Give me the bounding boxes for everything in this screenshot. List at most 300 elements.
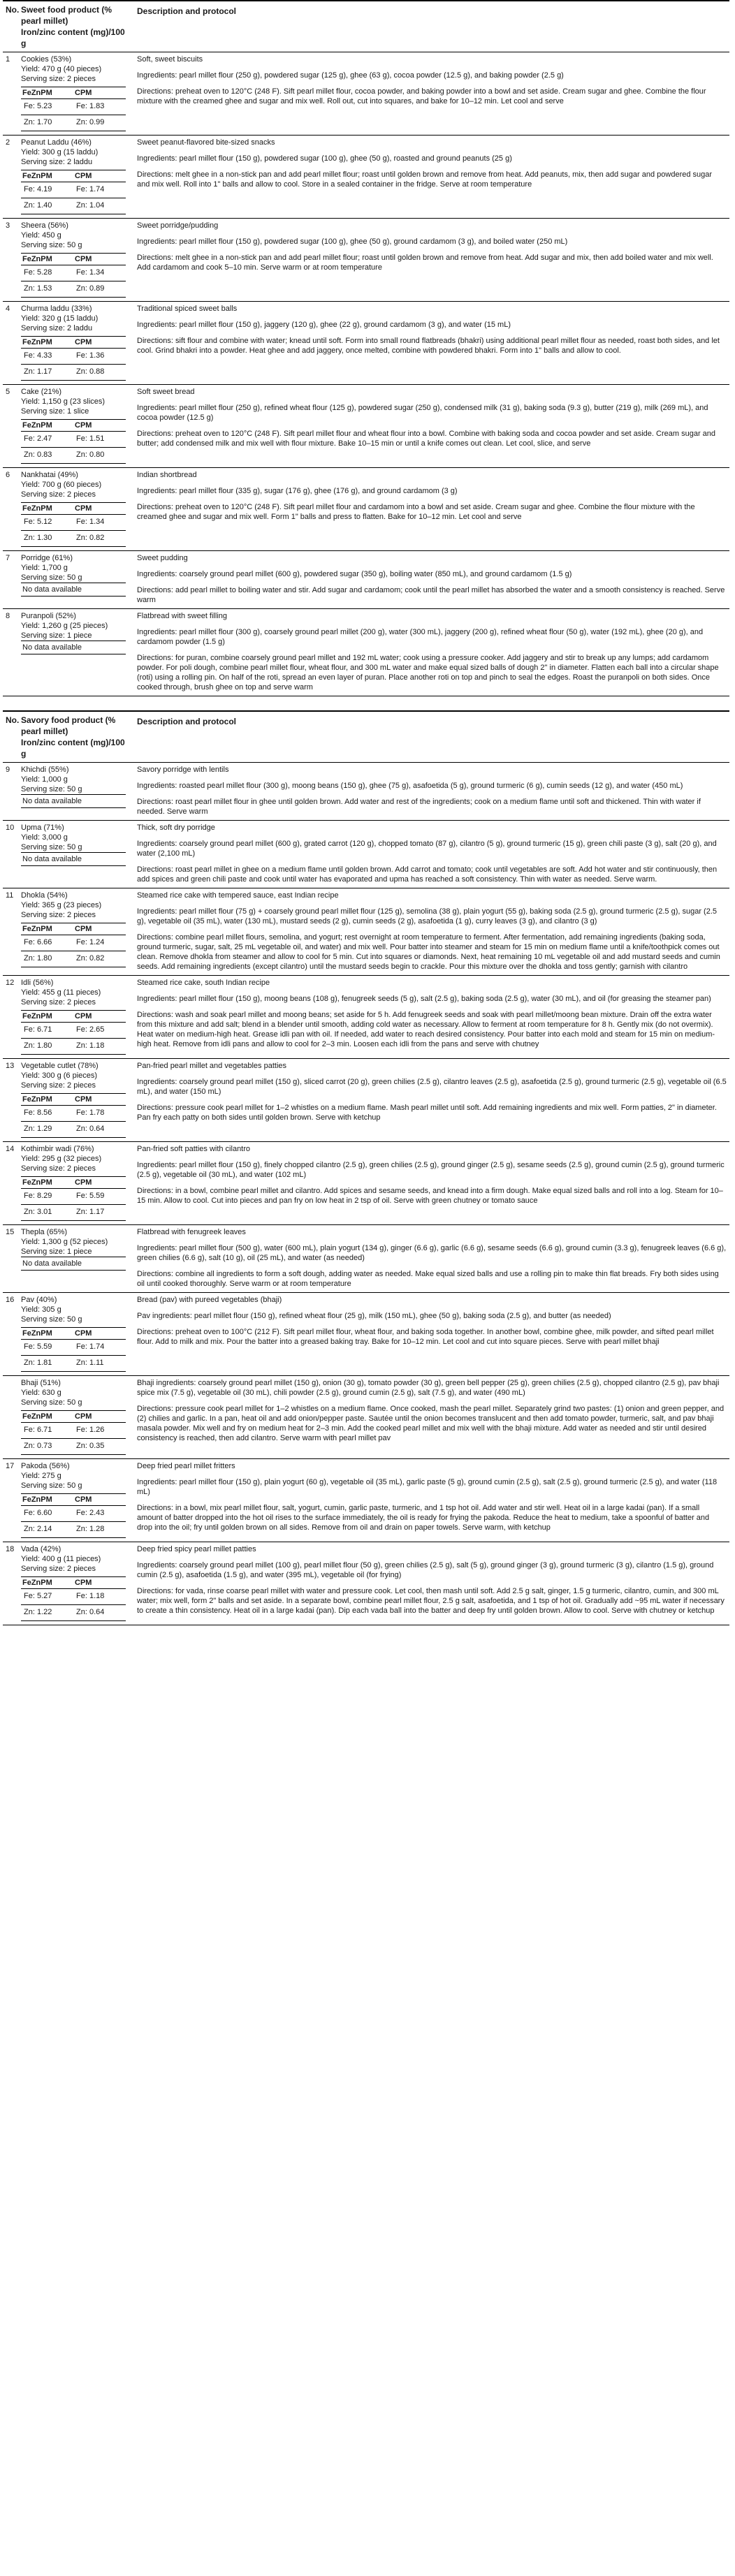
zinc-fez: Zn: 1.30 <box>21 531 73 547</box>
nutrient-col-cpm: CPM <box>73 1577 126 1589</box>
recipe-paragraph: Ingredients: roasted pearl millet flour (300 g), moong beans (150 g), ghee (75 g), asafoetida (5 g), ground turmeric (6 g), cumin seeds (12 g), and water (450 mL) <box>137 782 683 790</box>
recipe-row <box>3 1225 729 1293</box>
nutrient-col-cpm: CPM <box>73 420 126 432</box>
recipe-title: Flatbread with fenugreek leaves <box>137 1228 246 1236</box>
recipe-paragraph: Directions: add pearl millet to boiling water and stir. Add sugar and cardamom; cook until the pearl millet has absorbed the water and a smooth consistency is reached. Serve warm <box>137 586 725 604</box>
recipe-name: Vada (42%) <box>21 1545 61 1553</box>
recipe-paragraph: Pav ingredients: pearl millet flour (150 g), refined wheat flour (25 g), milk (150 mL), ghee (50 g), baking soda (2.5 g), and butter (as needed) <box>137 1312 611 1320</box>
recipe-meta <box>18 821 134 888</box>
recipe-row <box>3 136 729 219</box>
nutrient-table <box>21 1493 126 1538</box>
zinc-cpm: Zn: 1.11 <box>73 1356 126 1372</box>
zinc-cpm: Zn: 0.99 <box>73 115 126 131</box>
recipe-number: 2 <box>3 136 18 219</box>
recipe-description <box>134 1059 729 1142</box>
recipe-number: 17 <box>3 1459 18 1542</box>
recipe-row <box>3 1142 729 1225</box>
nutrient-col-fezn: FeZnPM <box>21 1094 73 1106</box>
recipe-paragraph: Directions: preheat oven to 100°C (212 F). Sift pearl millet flour, wheat flour, and baking soda together. In another bowl, combine ghee, milk powder, and sifted pearl millet flour. Add to milk and mix. Pour the batter into a greased baking tray. Bake for 10–12 min. Let cool and cut into square pieces. Serve with pearl millet bhaji <box>137 1328 714 1346</box>
nutrient-col-fezn: FeZnPM <box>21 1011 73 1023</box>
recipe-title: Indian shortbread <box>137 471 197 479</box>
zinc-cpm: Zn: 0.80 <box>73 448 126 464</box>
recipe-description <box>134 821 729 888</box>
recipe-paragraph: Directions: combine pearl millet flours, semolina, and yogurt; rest overnight at room temperature to ferment. After fermentation, add remaining ingredients (baking soda, ground turmeric, sugar, salt, 25 mL vegetable oil, and water) and mix well. Pour batter into steamer and steam for 15 min on medium flame until a knife/toothpick comes out clean. Remove dhokla from steamer and allow to cool for 5 min. Cut into squares or diamonds. Next, heat remaining 10 mL vegetable oil and add mustard seeds and cumin seeds. Add remaining ingredients (except cilantro) until the mustard seeds begin to crackle. Pour this mixture over the dhokla and toss gently; garnish with cilantro <box>137 933 720 971</box>
recipe-name: Bhaji (51%) <box>21 1379 61 1387</box>
recipe-row <box>3 976 729 1059</box>
zinc-cpm: Zn: 0.35 <box>73 1439 126 1455</box>
recipe-meta <box>18 136 134 219</box>
recipe-serving: Serving size: 1 piece <box>21 1247 92 1256</box>
col-header-product <box>18 1 134 52</box>
recipe-yield: Yield: 300 g (6 pieces) <box>21 1071 98 1080</box>
recipe-number: 8 <box>3 609 18 696</box>
nutrient-col-cpm: CPM <box>73 503 126 515</box>
nutrient-col-cpm: CPM <box>73 337 126 349</box>
recipe-paragraph: Ingredients: pearl millet flour (150 g), plain yogurt (60 g), vegetable oil (35 mL), garlic paste (5 g), ground cumin (2.5 g), salt (2.5 g), ground turmeric (2.5 g), and water (118 mL) <box>137 1478 718 1496</box>
recipe-yield: Yield: 3,000 g <box>21 833 68 842</box>
recipe-title: Sweet pudding <box>137 554 188 562</box>
col-header-no: No. <box>3 1 18 52</box>
section-gap-cell <box>3 696 729 712</box>
recipe-paragraph: Directions: pressure cook pearl millet for 1–2 whistles on a medium flame. Once cooked, mash the pearl millet. Separately grind two pastes: (1) onion and green pepper, and (2) chilies and garlic. In a pan, heat oil and add onion/pepper paste. Sautée until the onion becomes translucent and then add tomato powder, turmeric, salt, and pav bhaji masala powder. Mix well and fry on medium heat for 2–3 min. Add the cooked pearl millet and mix well with the bhaji mixture. Add water as needed and stir until desired consistency is reached, then add cilantro. Serve warm with pearl millet pav <box>137 1405 725 1442</box>
recipe-number: 7 <box>3 551 18 609</box>
recipe-serving: Serving size: 2 laddu <box>21 324 93 332</box>
recipe-row <box>3 763 729 821</box>
recipe-paragraph: Directions: for vada, rinse coarse pearl millet with water and pressure cook. Let cool, then mash until soft. Add 2.5 g salt, ginger, 1.5 g turmeric, cilantro, cumin, and 300 mL water; mix well, form 2" balls and set aside. In a separate bowl, combine pearl millet flour, 2.5 g salt, asafoetida, and 1 tsp of hot oil. Gradually add ~95 mL water if necessary to create a thin consistency. Heat oil in a large kadai (pan). Dip each vada ball into the batter and deep fry until golden brown. Allow to cool. Serve with chutney or ketchup <box>137 1587 725 1615</box>
recipe-row <box>3 1376 729 1459</box>
recipe-meta <box>18 302 134 385</box>
recipe-row <box>3 821 729 888</box>
recipe-number: 12 <box>3 976 18 1059</box>
savory-header-row <box>3 711 729 763</box>
recipe-number: 14 <box>3 1142 18 1225</box>
recipe-yield: Yield: 455 g (11 pieces) <box>21 988 101 997</box>
nutrient-table <box>21 170 126 214</box>
iron-cpm: Fe: 1.26 <box>73 1423 126 1439</box>
iron-fez: Fe: 8.29 <box>21 1189 73 1205</box>
recipe-serving: Serving size: 2 pieces <box>21 911 96 919</box>
recipe-number: 16 <box>3 1293 18 1376</box>
recipe-row <box>3 1459 729 1542</box>
iron-cpm: Fe: 1.74 <box>73 1340 126 1356</box>
zinc-fez: Zn: 0.73 <box>21 1439 73 1455</box>
recipe-serving: Serving size: 50 g <box>21 843 82 851</box>
nutrient-col-fezn: FeZnPM <box>21 420 73 432</box>
recipe-title: Sweet peanut-flavored bite-sized snacks <box>137 138 275 147</box>
zinc-fez: Zn: 1.29 <box>21 1122 73 1138</box>
iron-cpm: Fe: 2.65 <box>73 1023 126 1039</box>
zinc-cpm: Zn: 1.04 <box>73 198 126 214</box>
nutrient-table <box>21 502 126 547</box>
nutrient-col-fezn: FeZnPM <box>21 1177 73 1189</box>
nutrient-col-cpm: CPM <box>73 1094 126 1106</box>
recipe-number: 13 <box>3 1059 18 1142</box>
recipe-serving: Serving size: 2 pieces <box>21 1565 96 1573</box>
recipe-number: 10 <box>3 821 18 888</box>
recipe-yield: Yield: 1,000 g <box>21 775 68 784</box>
nutrient-col-cpm: CPM <box>73 923 126 935</box>
iron-fez: Fe: 6.60 <box>21 1506 73 1522</box>
recipe-row <box>3 52 729 136</box>
recipe-title: Pan-fried pearl millet and vegetables patties <box>137 1062 287 1070</box>
nutrient-col-fezn: FeZnPM <box>21 254 73 265</box>
recipe-description <box>134 468 729 551</box>
recipe-meta <box>18 1542 134 1625</box>
zinc-cpm: Zn: 0.64 <box>73 1605 126 1621</box>
zinc-fez: Zn: 1.80 <box>21 1039 73 1055</box>
recipe-description <box>134 1293 729 1376</box>
recipe-title: Deep fried spicy pearl millet patties <box>137 1545 256 1553</box>
nutrient-table <box>21 87 126 131</box>
recipe-paragraph: Directions: for puran, combine coarsely ground pearl millet and 192 mL water; cook using a pressure cooker. Add jaggery and stir to break up any lumps; add cardamom powder. For poli dough, combine pearl millet flour, wheat flour, and 300 mL water and make equal sized balls of dough 2" in diameter. Flatten each ball into a circular shape (roti) using a rolling pin. On half of the roti, spread an even layer of puran. Place another roti on top and pinch to seal the edges. Roast the puranpoli on both sides. Once cooked through, brush ghee on top and serve warm <box>137 654 719 691</box>
recipe-paragraph: Directions: wash and soak pearl millet and moong beans; set aside for 5 h. Add fenugreek seeds and soak with pearl millet/moong bean mixture. Drain off the extra water from this mixture and add salt; blend in a blender until smooth, adding cold water as necessary. Allow to ferment at room temperature for 8 h. Gently mix (do not overmix). Heat water on medium-high heat. Grease idli pan with oil. If needed, add water to reach desired consistency. Pour batter into each mold and steam for 15 min on medium-high heat. Remove from idli pans and allow to cool for 2–3 min. Loosen each idli from the pans and serve with chutney <box>137 1011 715 1048</box>
col-header-iron-zinc: Iron/zinc content (mg)/100 g <box>21 738 125 759</box>
recipe-serving: Serving size: 50 g <box>21 1315 82 1324</box>
iron-fez: Fe: 5.27 <box>21 1589 73 1605</box>
zinc-cpm: Zn: 0.88 <box>73 365 126 381</box>
recipe-description <box>134 219 729 302</box>
recipe-yield: Yield: 305 g <box>21 1305 61 1314</box>
recipe-meta <box>18 52 134 136</box>
nutrient-col-fezn: FeZnPM <box>21 87 73 99</box>
zinc-fez: Zn: 2.14 <box>21 1522 73 1538</box>
recipe-name: Nankhatai (49%) <box>21 471 78 479</box>
nutrient-col-cpm: CPM <box>73 1411 126 1423</box>
no-data-note: No data available <box>21 583 126 597</box>
recipe-paragraph: Ingredients: pearl millet flour (250 g), powdered sugar (125 g), ghee (63 g), cocoa powder (12.5 g), and baking powder (2.5 g) <box>137 71 564 80</box>
iron-cpm: Fe: 1.78 <box>73 1106 126 1122</box>
recipe-paragraph: Ingredients: coarsely ground pearl millet (600 g), powdered sugar (350 g), boiling water (850 mL), and ground cardamom (1.5 g) <box>137 570 572 578</box>
recipe-row <box>3 219 729 302</box>
zinc-fez: Zn: 1.22 <box>21 1605 73 1621</box>
recipe-title: Steamed rice cake with tempered sauce, east Indian recipe <box>137 891 339 900</box>
recipe-paragraph: Ingredients: pearl millet flour (250 g), refined wheat flour (125 g), powdered sugar (250 g), condensed milk (31 g), baking soda (9.3 g), butter (219 g), milk (269 mL), and cocoa powder (12.5 g) <box>137 404 708 422</box>
recipe-row <box>3 468 729 551</box>
recipe-row <box>3 385 729 468</box>
no-data-note: No data available <box>21 852 126 866</box>
iron-cpm: Fe: 1.18 <box>73 1589 126 1605</box>
nutrient-col-cpm: CPM <box>73 1177 126 1189</box>
iron-fez: Fe: 4.19 <box>21 182 73 198</box>
col-header-product-label: Sweet food product (% pearl millet) <box>21 5 112 26</box>
nutrient-table <box>21 1176 126 1221</box>
recipe-name: Pakoda (56%) <box>21 1462 70 1470</box>
recipe-yield: Yield: 470 g (40 pieces) <box>21 65 102 73</box>
recipe-name: Cake (21%) <box>21 388 62 396</box>
recipe-meta <box>18 468 134 551</box>
recipe-title: Deep fried pearl millet fritters <box>137 1462 235 1470</box>
recipe-name: Khichdi (55%) <box>21 766 69 774</box>
recipe-paragraph: Ingredients: pearl millet flour (150 g), powdered sugar (100 g), ghee (50 g), ground cardamom (3 g), and boiled water (250 mL) <box>137 237 568 246</box>
recipe-serving: Serving size: 2 pieces <box>21 75 96 83</box>
no-data-note: No data available <box>21 641 126 654</box>
recipe-paragraph: Ingredients: coarsely ground pearl millet (600 g), grated carrot (120 g), chopped tomato (87 g), cilantro (5 g), ground turmeric (15 g), green chili paste (3 g), salt (20 g), and water (2,100 mL) <box>137 840 717 858</box>
recipe-name: Vegetable cutlet (78%) <box>21 1062 99 1070</box>
recipe-number: 18 <box>3 1542 18 1625</box>
recipe-meta <box>18 609 134 696</box>
recipe-meta <box>18 763 134 821</box>
recipe-serving: Serving size: 2 pieces <box>21 1164 96 1173</box>
nutrient-table <box>21 1327 126 1372</box>
iron-cpm: Fe: 1.83 <box>73 99 126 115</box>
recipe-title: Savory porridge with lentils <box>137 766 229 774</box>
nutrient-col-cpm: CPM <box>73 1328 126 1340</box>
nutrient-col-fezn: FeZnPM <box>21 923 73 935</box>
iron-cpm: Fe: 1.36 <box>73 349 126 365</box>
col-header-no: No. <box>3 711 18 763</box>
recipe-paragraph: Directions: sift flour and combine with water; knead until soft. Form into small round flatbreads (bhakri) using additional pearl millet flour as needed, roast both sides, and let cool. Grind bhakri into a powder. Heat ghee and add jaggery, once melted, combine with powdered bhakri. Form into 1" balls and allow to cool. <box>137 337 720 355</box>
recipe-yield: Yield: 400 g (11 pieces) <box>21 1555 101 1563</box>
recipe-name: Cookies (53%) <box>21 55 72 64</box>
zinc-fez: Zn: 1.40 <box>21 198 73 214</box>
nutrient-table <box>21 1410 126 1455</box>
zinc-fez: Zn: 1.70 <box>21 115 73 131</box>
sweet-header-row <box>3 1 729 52</box>
zinc-cpm: Zn: 0.64 <box>73 1122 126 1138</box>
recipe-meta <box>18 1459 134 1542</box>
recipe-description <box>134 976 729 1059</box>
recipe-meta <box>18 976 134 1059</box>
recipe-name: Sheera (56%) <box>21 221 68 230</box>
recipe-serving: Serving size: 50 g <box>21 573 82 582</box>
recipe-number: 5 <box>3 385 18 468</box>
recipe-name: Pav (40%) <box>21 1296 57 1304</box>
zinc-fez: Zn: 1.53 <box>21 281 73 298</box>
recipe-row <box>3 1293 729 1376</box>
recipe-name: Idli (56%) <box>21 979 54 987</box>
iron-fez: Fe: 6.71 <box>21 1023 73 1039</box>
recipe-row <box>3 302 729 385</box>
recipe-row <box>3 888 729 976</box>
recipe-title: Bread (pav) with pureed vegetables (bhaji) <box>137 1296 282 1304</box>
recipe-title: Pan-fried soft patties with cilantro <box>137 1145 251 1153</box>
recipe-name: Thepla (65%) <box>21 1228 68 1236</box>
recipe-serving: Serving size: 50 g <box>21 785 82 793</box>
recipe-serving: Serving size: 1 piece <box>21 631 92 640</box>
recipe-description <box>134 1459 729 1542</box>
recipe-paragraph: Directions: roast pearl millet in ghee on a medium flame until golden brown. Add carrot and tomato; cook until vegetables are soft. Add hot water and stir continuously, then add spices and green chili paste and cook until water has evaporated and upma has reached a soft consistency. Thin with water as needed. Serve warm. <box>137 865 718 884</box>
nutrient-col-cpm: CPM <box>73 87 126 99</box>
recipe-meta <box>18 1225 134 1293</box>
recipe-description <box>134 609 729 696</box>
nutrient-table <box>21 923 126 967</box>
recipe-serving: Serving size: 2 pieces <box>21 1081 96 1090</box>
recipe-paragraph: Ingredients: pearl millet flour (500 g), water (600 mL), plain yogurt (134 g), ginger (6.6 g), garlic (6.6 g), sesame seeds (6.6 g), ground cumin (3.3 g), fenugreek leaves (6.6 g), green chilies (6.6 g), salt (10 g), oil (25 mL), and water (as needed) <box>137 1244 727 1262</box>
nutrient-col-fezn: FeZnPM <box>21 1494 73 1506</box>
recipe-name: Porridge (61%) <box>21 554 73 562</box>
no-data-note: No data available <box>21 794 126 808</box>
iron-cpm: Fe: 2.43 <box>73 1506 126 1522</box>
recipe-paragraph: Directions: roast pearl millet flour in ghee until golden brown. Add water and rest of the ingredients; cook on a medium flame until soft and thickened. Thin with water if needed. Serve warm <box>137 798 701 816</box>
nutrient-table <box>21 1576 126 1621</box>
nutrient-col-cpm: CPM <box>73 170 126 182</box>
zinc-fez: Zn: 3.01 <box>21 1205 73 1221</box>
col-header-product <box>18 711 134 763</box>
recipe-row <box>3 1059 729 1142</box>
recipe-paragraph: Directions: melt ghee in a non-stick pan and add pearl millet flour; roast until golden brown and remove from heat. Add sugar and mix, then add boiled water and mix well. Add cardamom and cook 5–10 min. Serve warm or at room temperature <box>137 254 713 272</box>
recipe-paragraph: Ingredients: coarsely ground pearl millet (150 g), sliced carrot (20 g), green chilies (2.5 g), cilantro leaves (2.5 g), asafoetida (2.5 g), ground turmeric (2.5 g), vegetable oil (6.5 mL), and water (150 mL) <box>137 1078 727 1096</box>
recipe-yield: Yield: 1,260 g (25 pieces) <box>21 622 108 630</box>
recipe-name: Kothimbir wadi (76%) <box>21 1145 94 1153</box>
iron-fez: Fe: 6.66 <box>21 935 73 951</box>
nutrient-col-fezn: FeZnPM <box>21 1411 73 1423</box>
recipe-serving: Serving size: 2 pieces <box>21 998 96 1007</box>
recipe-description <box>134 385 729 468</box>
recipe-paragraph: Ingredients: coarsely ground pearl millet (100 g), pearl millet flour (50 g), green chilies (2.5 g), salt (5 g), ground ginger (3 g), ground turmeric (3 g), cilantro (1.5 g), ground cumin (2.5 g), asafoetida (1.5 g), and water (395 mL), vegetable oil (for frying) <box>137 1561 714 1579</box>
recipe-number: 11 <box>3 888 18 976</box>
nutrient-col-fezn: FeZnPM <box>21 1328 73 1340</box>
recipe-title: Steamed rice cake, south Indian recipe <box>137 979 270 987</box>
recipe-meta <box>18 1142 134 1225</box>
recipe-serving: Serving size: 1 slice <box>21 407 89 416</box>
recipe-row <box>3 1542 729 1625</box>
recipe-description <box>134 763 729 821</box>
recipe-title: Thick, soft dry porridge <box>137 824 215 832</box>
recipe-name: Dhokla (54%) <box>21 891 68 900</box>
recipe-serving: Serving size: 50 g <box>21 1398 82 1407</box>
zinc-cpm: Zn: 1.18 <box>73 1039 126 1055</box>
recipe-title: Soft, sweet biscuits <box>137 55 203 64</box>
section-gap <box>3 696 729 712</box>
recipe-meta <box>18 385 134 468</box>
iron-fez: Fe: 4.33 <box>21 349 73 365</box>
zinc-fez: Zn: 1.81 <box>21 1356 73 1372</box>
recipe-description <box>134 1142 729 1225</box>
iron-fez: Fe: 6.71 <box>21 1423 73 1439</box>
recipe-description <box>134 1376 729 1459</box>
recipe-paragraph: Ingredients: pearl millet flour (150 g), powdered sugar (100 g), ghee (50 g), roasted and ground peanuts (25 g) <box>137 154 512 163</box>
recipe-yield: Yield: 300 g (15 laddu) <box>21 148 99 156</box>
recipe-paragraph: Ingredients: pearl millet flour (150 g), finely chopped cilantro (2.5 g), green chilies (2.5 g), ground ginger (2.5 g), sesame seeds (2.5 g), ground cumin (2.5 g), ground turmeric (2.5 g), vegetable oil (30 mL), and water (102 mL) <box>137 1161 725 1179</box>
recipe-number: 15 <box>3 1225 18 1293</box>
recipe-yield: Yield: 320 g (15 laddu) <box>21 314 99 323</box>
zinc-cpm: Zn: 0.82 <box>73 531 126 547</box>
zinc-cpm: Zn: 0.89 <box>73 281 126 298</box>
recipe-yield: Yield: 1,150 g (23 slices) <box>21 397 105 406</box>
zinc-cpm: Zn: 0.82 <box>73 951 126 967</box>
recipe-description <box>134 1225 729 1293</box>
nutrient-table <box>21 1093 126 1138</box>
no-data-note: No data available <box>21 1257 126 1271</box>
nutrient-col-cpm: CPM <box>73 1494 126 1506</box>
recipe-paragraph: Ingredients: pearl millet flour (150 g), jaggery (120 g), ghee (22 g), ground cardamom (3 g), and water (15 mL) <box>137 321 511 329</box>
recipe-row <box>3 609 729 696</box>
recipe-description <box>134 302 729 385</box>
recipe-serving: Serving size: 2 laddu <box>21 158 93 166</box>
iron-fez: Fe: 2.47 <box>21 432 73 448</box>
recipe-number: 1 <box>3 52 18 136</box>
nutrient-table <box>21 419 126 464</box>
nutrient-col-cpm: CPM <box>73 254 126 265</box>
iron-cpm: Fe: 5.59 <box>73 1189 126 1205</box>
zinc-fez: Zn: 1.17 <box>21 365 73 381</box>
recipe-title: Traditional spiced sweet balls <box>137 305 238 313</box>
recipe-number: 4 <box>3 302 18 385</box>
recipe-yield: Yield: 365 g (23 pieces) <box>21 901 102 909</box>
nutrient-col-cpm: CPM <box>73 1011 126 1023</box>
recipe-name: Puranpoli (52%) <box>21 612 76 620</box>
recipe-paragraph: Directions: preheat oven to 120°C (248 F). Sift pearl millet flour and cardamom into a bowl and set aside. Cream sugar and ghee. Combine the flour mixture with the creamed ghee and sugar and mix well. Form 1" balls and press to flatten. Bake for 10–12 min. Let cool and serve <box>137 503 695 521</box>
recipe-number: 6 <box>3 468 18 551</box>
recipe-paragraph: Ingredients: pearl millet flour (150 g), moong beans (108 g), fenugreek seeds (5 g), salt (2.5 g), baking soda (2.5 g), water (30 mL), and oil (for greasing the steamer pan) <box>137 995 711 1003</box>
nutrient-col-fezn: FeZnPM <box>21 337 73 349</box>
iron-fez: Fe: 8.56 <box>21 1106 73 1122</box>
col-header-description: Description and protocol <box>134 711 729 763</box>
col-header-description: Description and protocol <box>134 1 729 52</box>
recipe-paragraph: Ingredients: pearl millet flour (300 g), coarsely ground pearl millet (200 g), water (300 mL), jaggery (200 g), refined wheat flour (50 g), water (192 mL), ghee (20 g), and cardamom powder (1.5 g) <box>137 628 704 646</box>
recipe-name: Upma (71%) <box>21 824 64 832</box>
recipe-number: 9 <box>3 763 18 821</box>
recipe-meta <box>18 1059 134 1142</box>
recipe-title: Flatbread with sweet filling <box>137 612 228 620</box>
recipe-yield: Yield: 275 g <box>21 1472 61 1480</box>
recipe-yield: Yield: 1,700 g <box>21 564 68 572</box>
recipe-meta <box>18 219 134 302</box>
col-header-iron-zinc: Iron/zinc content (mg)/100 g <box>21 27 125 48</box>
recipe-title: Sweet porridge/pudding <box>137 221 219 230</box>
recipe-paragraph: Ingredients: pearl millet flour (75 g) + coarsely ground pearl millet flour (125 g), semolina (38 g), plain yogurt (55 g), baking soda (2.5 g), ground turmeric (2.5 g), sugar (2.5 g), vegetable oil (35 mL), water (130 mL), mustard seeds (2 g), cumin seeds (2 g), asafoetida (1 g), curry leaves (3 g), and cilantro (3 g) <box>137 907 717 925</box>
recipe-description <box>134 136 729 219</box>
recipe-paragraph: Bhaji ingredients: coarsely ground pearl millet (150 g), onion (30 g), tomato powder (30 g), green bell pepper (25 g), green chilies (2.5 g), chopped cilantro (2.5 g), pav bhaji spice mix (7.5 g), vegetable oil (30 mL), chili powder (2.5 g), ground cumin (2.5 g), salt (7.5 g), and water (490 mL) <box>137 1379 720 1397</box>
iron-fez: Fe: 5.23 <box>21 99 73 115</box>
recipe-paragraph: Directions: in a bowl, combine pearl millet and cilantro. Add spices and sesame seeds, and knead into a firm dough. Make equal sized balls and roll into a log. Steam for 10–15 min. Allow to cool. Cut into pieces and pan fry on low heat in 2 tsp of oil. Serve with green chutney or tomato sauce <box>137 1187 723 1205</box>
zinc-fez: Zn: 1.80 <box>21 951 73 967</box>
iron-cpm: Fe: 1.74 <box>73 182 126 198</box>
iron-fez: Fe: 5.12 <box>21 515 73 531</box>
recipe-paragraph: Directions: in a bowl, mix pearl millet flour, salt, yogurt, cumin, garlic paste, turmeric, and 1 tsp hot oil. Add water and stir well. Heat oil in a large kadai (pan). If a small amount of batter dropped into the hot oil rises to the surface immediately, the oil is ready for frying the pakoda. Reduce the heat to medium, take a spoonful of batter and drop into the oil; fry until golden brown on all sides. Remove from oil and drain on paper towels. Serve warm, with ketchup <box>137 1504 710 1532</box>
recipe-description <box>134 1542 729 1625</box>
recipe-yield: Yield: 1,300 g (52 pieces) <box>21 1238 108 1246</box>
recipe-yield: Yield: 295 g (32 pieces) <box>21 1155 102 1163</box>
zinc-cpm: Zn: 1.17 <box>73 1205 126 1221</box>
nutrient-col-fezn: FeZnPM <box>21 503 73 515</box>
recipe-name: Peanut Laddu (46%) <box>21 138 92 147</box>
recipe-meta <box>18 1293 134 1376</box>
recipe-meta <box>18 551 134 609</box>
nutrient-table <box>21 253 126 298</box>
zinc-fez: Zn: 0.83 <box>21 448 73 464</box>
recipe-paragraph: Directions: preheat oven to 120°C (248 F). Sift pearl millet flour, cocoa powder, and baking powder into a bowl and set aside. Cream sugar and ghee. Combine the flour mixture with the creamed ghee and sugar and mix well. Roll out, cut into squares, and bake for 10–12 min. Let cool and serve <box>137 87 706 105</box>
recipe-yield: Yield: 630 g <box>21 1389 61 1397</box>
iron-cpm: Fe: 1.34 <box>73 265 126 281</box>
recipe-serving: Serving size: 50 g <box>21 241 82 249</box>
iron-fez: Fe: 5.59 <box>21 1340 73 1356</box>
recipe-serving: Serving size: 50 g <box>21 1481 82 1490</box>
nutrient-col-fezn: FeZnPM <box>21 1577 73 1589</box>
recipe-description <box>134 888 729 976</box>
iron-cpm: Fe: 1.51 <box>73 432 126 448</box>
recipe-meta <box>18 888 134 976</box>
recipe-serving: Serving size: 2 pieces <box>21 490 96 499</box>
recipe-name: Churma laddu (33%) <box>21 305 92 313</box>
recipe-number: 3 <box>3 219 18 302</box>
recipe-yield: Yield: 700 g (60 pieces) <box>21 481 102 489</box>
recipe-yield: Yield: 450 g <box>21 231 61 240</box>
recipe-description <box>134 551 729 609</box>
zinc-cpm: Zn: 1.28 <box>73 1522 126 1538</box>
recipe-number <box>3 1376 18 1459</box>
iron-fez: Fe: 5.28 <box>21 265 73 281</box>
nutrient-col-fezn: FeZnPM <box>21 170 73 182</box>
iron-cpm: Fe: 1.24 <box>73 935 126 951</box>
recipe-table <box>3 0 729 1625</box>
recipe-row <box>3 551 729 609</box>
recipe-paragraph: Directions: pressure cook pearl millet for 1–2 whistles on a medium flame. Mash pearl millet until soft. Add remaining ingredients and mix well. Form patties, 2" in diameter. Pan fry each patty on both sides until golden brown. Serve with ketchup <box>137 1104 717 1122</box>
col-header-product-label: Savory food product (% pearl millet) <box>21 715 116 736</box>
iron-cpm: Fe: 1.34 <box>73 515 126 531</box>
recipe-title: Soft sweet bread <box>137 388 195 396</box>
nutrient-table <box>21 1010 126 1055</box>
